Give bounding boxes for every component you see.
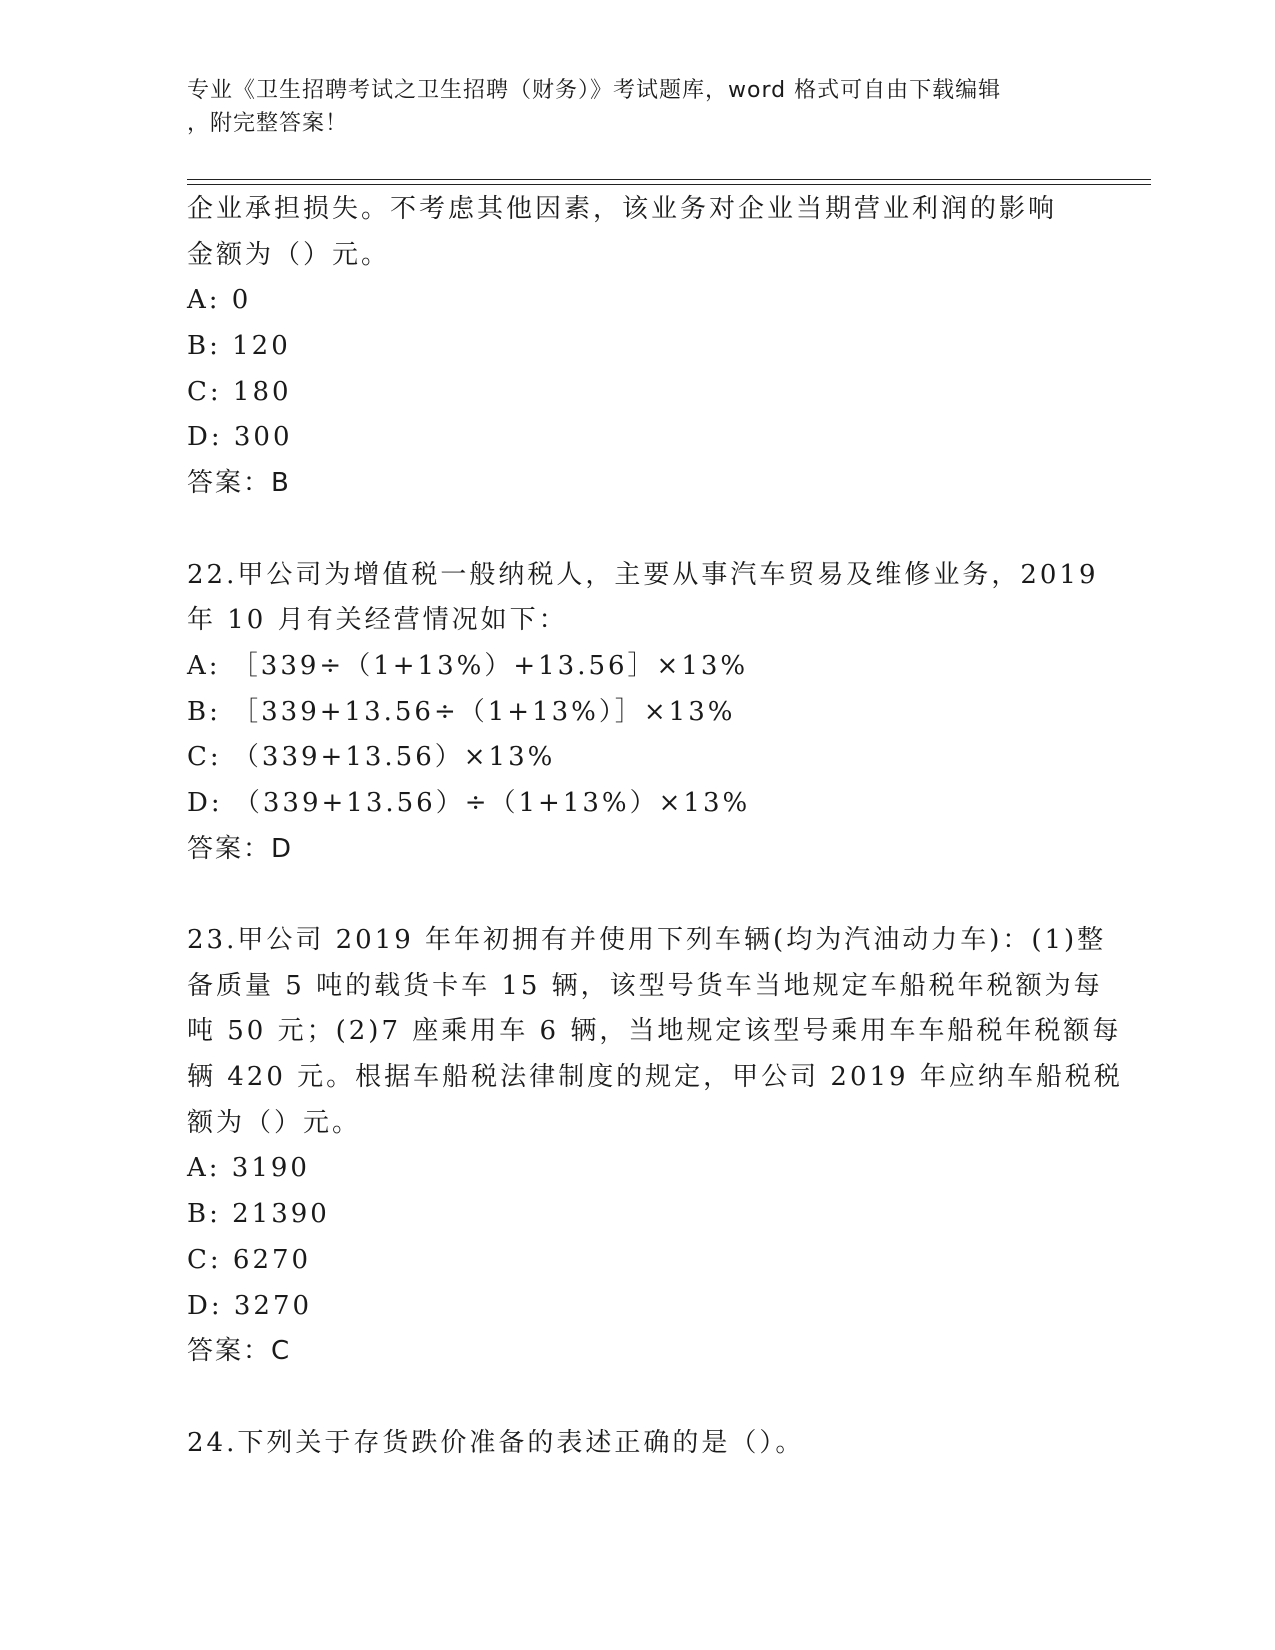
answer-line: 答案：D (187, 833, 294, 864)
question-24 (187, 1421, 1087, 1467)
option-a: A: ［339÷（1+13%）+13.56］×13% (187, 650, 749, 681)
question-22 (187, 553, 1099, 873)
question-stem-line: 企业承担损失。不考虑其他因素，该业务对企业当期营业利润的影响 (187, 194, 1058, 224)
option-c: C: （339+13.56）×13% (187, 742, 556, 773)
option-d: D: 3270 (187, 1290, 313, 1321)
option-d: D: （339+13.56）÷（1+13%）×13% (187, 787, 751, 818)
question-23 (187, 918, 1123, 1375)
question-21 (187, 187, 1087, 507)
question-stem-line: 22.甲公司为增值税一般纳税人，主要从事汽车贸易及维修业务，2019 (187, 559, 1099, 590)
question-list (187, 187, 1123, 1466)
spacer (187, 507, 1087, 553)
question-stem-line: 吨 50 元；(2)7 座乘用车 6 辆，当地规定该型号乘用车车船税年税额每 (187, 1016, 1122, 1047)
question-stem-line: 23.甲公司 2019 年年初拥有并使用下列车辆(均为汽油动力车)：(1)整 (187, 925, 1107, 955)
header-divider-top (187, 179, 1151, 180)
spacer (187, 1375, 1087, 1421)
header-line-1: 专业《卫生招聘考试之卫生招聘（财务）》考试题库，word 格式可自由下载编辑 (187, 78, 1002, 103)
option-c: C: 6270 (187, 1244, 312, 1275)
header-divider-bottom (187, 184, 1151, 185)
question-stem-line: 年 10 月有关经营情况如下： (187, 605, 568, 636)
question-stem-line: 备质量 5 吨的载货卡车 15 辆，该型号货车当地规定车船税年税额为每 (187, 970, 1103, 1001)
option-d: D: 300 (187, 422, 293, 453)
spacer (187, 872, 1087, 918)
header-line-2: ，附完整答案！ (187, 111, 349, 136)
option-a: A: 3190 (187, 1153, 310, 1184)
option-b: B: 21390 (187, 1199, 330, 1230)
question-stem-line: 额为（）元。 (187, 1107, 362, 1138)
question-stem-line: 24.下列关于存货跌价准备的表述正确的是（）。 (187, 1427, 805, 1458)
answer-line: 答案：C (187, 1336, 292, 1367)
answer-line: 答案：B (187, 468, 291, 499)
option-c: C: 180 (187, 376, 292, 407)
option-a: A: 0 (187, 285, 252, 316)
option-b: B: 120 (187, 331, 291, 362)
question-stem-line: 辆 420 元。根据车船税法律制度的规定，甲公司 2019 年应纳车船税税 (187, 1062, 1123, 1093)
question-stem-line: 金额为（）元。 (187, 239, 391, 270)
document-header (187, 74, 1067, 140)
option-b: B: ［339+13.56÷（1+13%）］×13% (187, 696, 736, 727)
